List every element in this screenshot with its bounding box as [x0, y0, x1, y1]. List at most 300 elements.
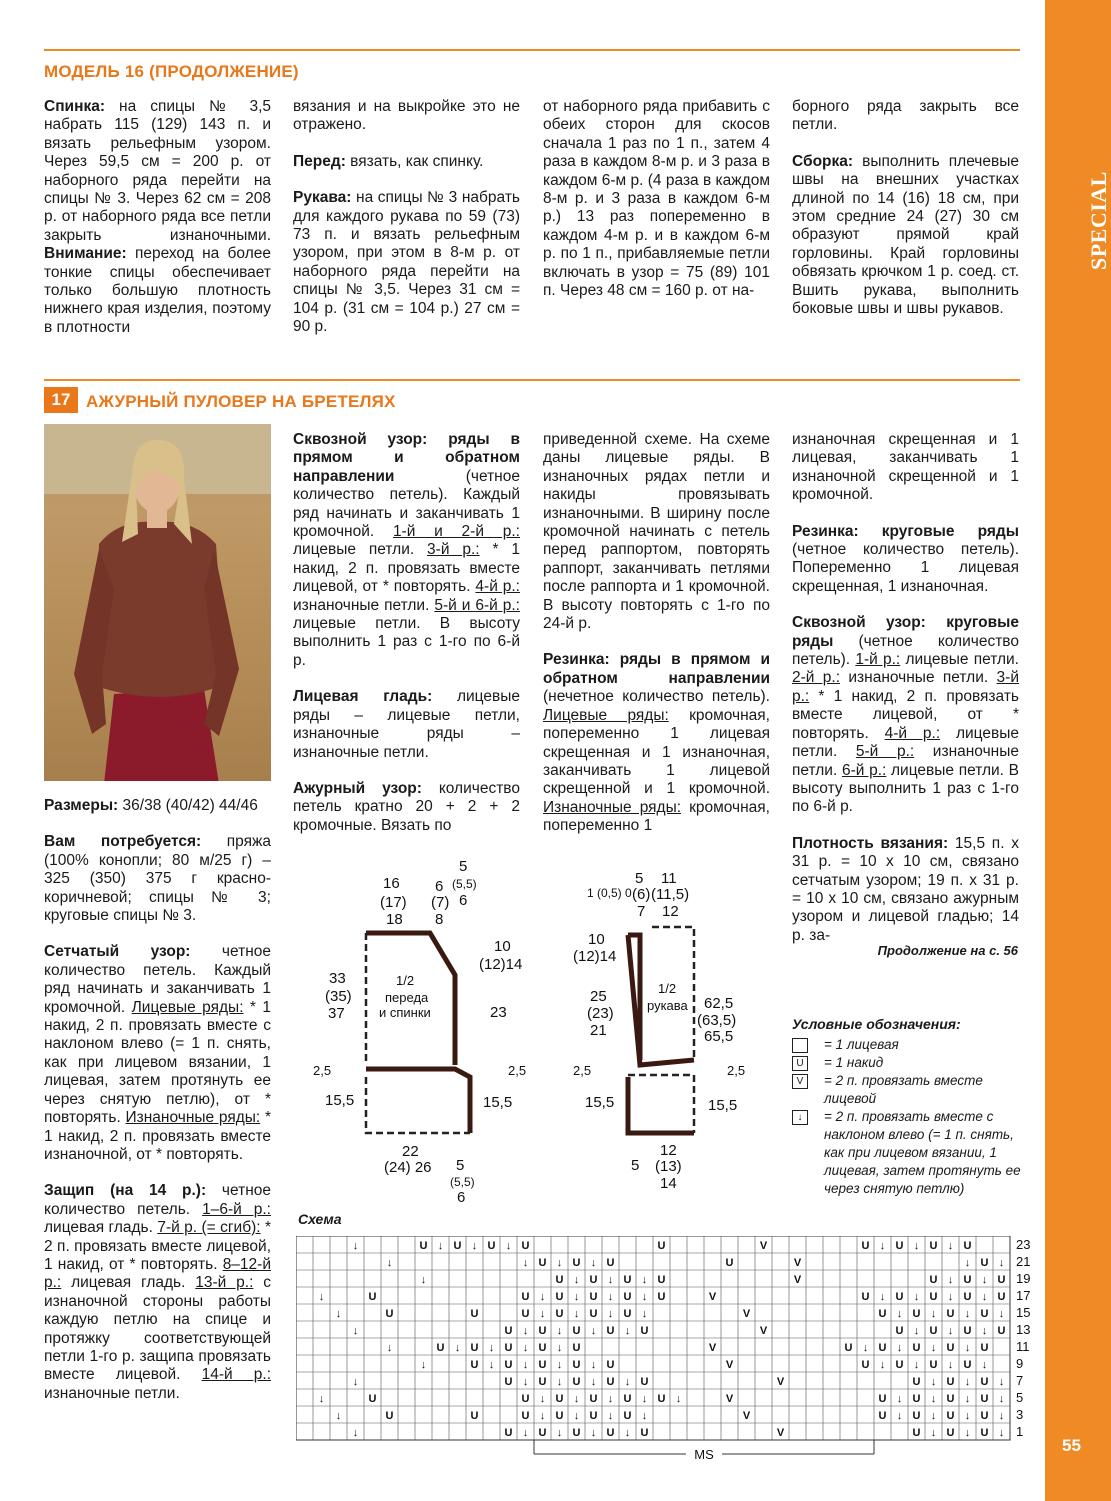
chart-stitch: U — [521, 1291, 530, 1303]
chart-stitch: ↓ — [556, 1325, 563, 1337]
chart-stitch: ↓ — [556, 1427, 563, 1439]
chart-stitch: ↓ — [964, 1393, 971, 1405]
chart-stitch: U — [878, 1410, 887, 1422]
chart-stitch: ↓ — [930, 1427, 937, 1439]
svg-text:15,5: 15,5 — [585, 1094, 615, 1111]
chart-stitch: ↓ — [573, 1274, 580, 1286]
legend-item: ↓ = 2 п. провязать вместе с наклоном влево (= 1 п. снять, как при лицевом вязании, 1 лицевая, затем протянуть ее через снятую петлю) — [792, 1108, 1022, 1198]
chart-stitch: U — [555, 1274, 564, 1286]
chart-stitch: ↓ — [964, 1427, 971, 1439]
chart-stitch: U — [912, 1410, 921, 1422]
chart-stitch: V — [759, 1325, 768, 1337]
chart-stitch: U — [470, 1359, 479, 1371]
svg-text:(63,5): (63,5) — [697, 1012, 737, 1029]
chart-stitch: U — [929, 1240, 938, 1252]
chart-stitch: U — [470, 1308, 479, 1320]
chart-stitch: U — [385, 1410, 394, 1422]
chart-stitch: U — [963, 1274, 972, 1286]
chart-stitch: ↓ — [964, 1342, 971, 1354]
text-col-16-3: от наборного ряда прибавить с обеих сторон для скосов сначала 1 раз по 1 п., затем 4 раза в каждом 8-м р. и 3 раза в каждом 6-м р. (4 раза в каждом 8-м р. и 3 раза в каждом 6-м р.) 13 раз попеременно в каждом 4-м р. и в каждом 6-м р. по 1 п., прибавляемые петли включать в узор = 75 (89) 101 п. Через 48 см = 160 р. от на- — [543, 98, 770, 300]
page-number: 55 — [1062, 1436, 1081, 1455]
chart-stitch: ↓ — [641, 1393, 648, 1405]
section-16-title: МОДЕЛЬ 16 (ПРОДОЛЖЕНИЕ) — [44, 62, 299, 81]
chart-stitch: ↓ — [522, 1342, 529, 1354]
chart-stitch: U — [504, 1359, 513, 1371]
chart-row-number: 5 — [1016, 1390, 1024, 1405]
chart-stitch: V — [793, 1274, 802, 1286]
chart-stitch: U — [980, 1427, 989, 1439]
chart-stitch: ↓ — [879, 1291, 886, 1303]
chart-stitch: U — [929, 1325, 938, 1337]
svg-text:15,5: 15,5 — [325, 1092, 355, 1109]
chart-stitch: U — [844, 1342, 853, 1354]
chart-stitch: ↓ — [488, 1342, 495, 1354]
chart-stitch: U — [504, 1325, 513, 1337]
svg-text:62,5: 62,5 — [704, 995, 734, 1012]
chart-stitch: ↓ — [607, 1274, 614, 1286]
chart-row-number: 7 — [1016, 1373, 1024, 1388]
chart-stitch: U — [997, 1291, 1006, 1303]
svg-text:1 (0,5) 0: 1 (0,5) 0 — [587, 886, 632, 900]
chart-stitch: ↓ — [505, 1240, 512, 1252]
chart-stitch: V — [793, 1257, 802, 1269]
chart-stitch: U — [572, 1257, 581, 1269]
chart-stitch: U — [589, 1308, 598, 1320]
chart-stitch: ↓ — [913, 1359, 920, 1371]
chart-stitch: ↓ — [913, 1325, 920, 1337]
chart-stitch: U — [504, 1376, 513, 1388]
chart-stitch: ↓ — [624, 1427, 631, 1439]
svg-text:11: 11 — [661, 870, 677, 887]
chart-stitch: ↓ — [998, 1308, 1005, 1320]
legend-title: Условные обозначения: — [792, 1016, 961, 1032]
chart-stitch: U — [912, 1308, 921, 1320]
chart-stitch: U — [521, 1308, 530, 1320]
svg-text:(6): (6) — [632, 886, 651, 903]
svg-text:1/2: 1/2 — [658, 981, 677, 996]
chart-stitch: U — [963, 1240, 972, 1252]
chart-stitch: ↓ — [964, 1376, 971, 1388]
chart-stitch: U — [555, 1410, 564, 1422]
chart-stitch: U — [555, 1291, 564, 1303]
svg-text:5: 5 — [631, 1157, 640, 1174]
svg-text:33: 33 — [329, 970, 346, 987]
chart-stitch: U — [946, 1308, 955, 1320]
svg-text:(12)14: (12)14 — [573, 948, 617, 965]
chart-stitch: ↓ — [998, 1410, 1005, 1422]
text-col-17-1: Размеры: 36/38 (40/42) 44/46 Вам потребуется: пряжа (100% конопли; 80 м/25 г) – 325 (350) 375 г красно-коричневой; спицы № 3; круговые спицы № 3. Сетчатый узор: четное количество петель. Каждый ряд начинать и заканчивать 1 кромочной. Лицевые ряды: * 1 накид, 2 п. провязать вместе с наклоном влево (= 1 п. снять, как при лицевом вязании, 1 лицевая, затем протянуть ее через снятую петлю), от * повторять. Изнаночные ряды: * 1 накид, 2 п. провязать вместе изнаночной, от * повторять. Защип (на 14 р.): четное количество петель. 1–6-й р.: лицевая гладь. 7-й р. (= сгиб): * 2 п. провязать вместе лицевой, 1 накид, от * повторять. 8–12-й р.: лицевая гладь. 13-й р.: с изнаночной стороны работы каждую петлю на спице и протяжку соответствующей петли 1-го р. защипа провязать вместе лицевой. 14-й р.: изнаночные петли. — [44, 797, 272, 1402]
chart-stitch: ↓ — [590, 1376, 597, 1388]
svg-text:14: 14 — [660, 1175, 677, 1192]
chart-stitch: U — [538, 1359, 547, 1371]
svg-text:2,5: 2,5 — [313, 1063, 332, 1078]
model-photo-illustration — [44, 424, 271, 781]
chart-stitch: ↓ — [471, 1240, 478, 1252]
chart-stitch: ↓ — [335, 1308, 342, 1320]
chart-stitch: U — [912, 1427, 921, 1439]
yarn-over-symbol-icon: U — [792, 1056, 808, 1071]
chart-stitch: ↓ — [386, 1342, 393, 1354]
svg-text:рукава: рукава — [647, 998, 688, 1013]
svg-text:и спинки: и спинки — [379, 1005, 431, 1020]
chart-stitch: U — [946, 1393, 955, 1405]
chart-row-number: 1 — [1016, 1424, 1024, 1439]
svg-text:5: 5 — [456, 1157, 465, 1174]
chart-stitch: U — [436, 1342, 445, 1354]
chart-stitch: U — [657, 1291, 666, 1303]
chart-stitch: U — [861, 1240, 870, 1252]
section-17-title: АЖУРНЫЙ ПУЛОВЕР НА БРЕТЕЛЯХ — [86, 392, 396, 411]
chart-stitch: U — [963, 1359, 972, 1371]
chart-stitch: U — [589, 1393, 598, 1405]
chart-stitch: ↓ — [675, 1393, 682, 1405]
chart-stitch: U — [623, 1393, 632, 1405]
svg-text:12: 12 — [662, 903, 679, 920]
chart-stitch: V — [742, 1308, 751, 1320]
chart-stitch: ↓ — [981, 1325, 988, 1337]
chart-stitch: V — [725, 1393, 734, 1405]
chart-stitch: ↓ — [522, 1257, 529, 1269]
svg-text:(7): (7) — [431, 894, 450, 911]
chart-stitch: U — [589, 1291, 598, 1303]
chart-stitch: ↓ — [556, 1257, 563, 1269]
svg-text:7: 7 — [637, 903, 646, 920]
chart-stitch: ↓ — [539, 1291, 546, 1303]
svg-text:25: 25 — [590, 988, 607, 1005]
chart-stitch: ↓ — [981, 1359, 988, 1371]
chart-stitch: U — [980, 1393, 989, 1405]
chart-stitch: ↓ — [556, 1376, 563, 1388]
body-width-label: 16 — [383, 875, 400, 892]
chart-row-number: 21 — [1016, 1254, 1031, 1269]
chart-stitch: ↓ — [352, 1376, 359, 1388]
svg-text:6: 6 — [459, 892, 468, 909]
chart-stitch: U — [657, 1393, 666, 1405]
chart-stitch: U — [470, 1410, 479, 1422]
schema-title: Схема — [298, 1211, 342, 1227]
chart-stitch: ↓ — [947, 1359, 954, 1371]
chart-stitch: ↓ — [641, 1291, 648, 1303]
chart-stitch: ↓ — [964, 1410, 971, 1422]
svg-text:(24) 26: (24) 26 — [384, 1159, 432, 1176]
knit-symbol-icon — [792, 1038, 808, 1053]
chart-stitch: U — [385, 1308, 394, 1320]
section-rule — [44, 379, 1020, 381]
chart-stitch: ↓ — [318, 1291, 325, 1303]
chart-stitch: U — [589, 1274, 598, 1286]
chart-stitch: U — [946, 1427, 955, 1439]
chart-stitch: V — [759, 1240, 768, 1252]
chart-stitch: V — [725, 1359, 734, 1371]
chart-stitch: U — [963, 1325, 972, 1337]
chart-stitch: U — [929, 1274, 938, 1286]
chart-stitch: ↓ — [590, 1325, 597, 1337]
chart-stitch: U — [538, 1325, 547, 1337]
chart-stitch: ↓ — [607, 1393, 614, 1405]
chart-stitch: U — [861, 1291, 870, 1303]
chart-stitch: ↓ — [981, 1274, 988, 1286]
svg-text:5: 5 — [635, 870, 644, 887]
chart-stitch: U — [606, 1359, 615, 1371]
chart-stitch: U — [538, 1257, 547, 1269]
svg-text:15,5: 15,5 — [708, 1097, 738, 1114]
model-photo — [44, 424, 271, 781]
chart-stitch: V — [708, 1291, 717, 1303]
chart-stitch: ↓ — [488, 1359, 495, 1371]
chart-stitch: ↓ — [539, 1393, 546, 1405]
chart-stitch: U — [419, 1240, 428, 1252]
chart-stitch: ↓ — [522, 1325, 529, 1337]
chart-stitch: ↓ — [437, 1240, 444, 1252]
text-col-16-1: Спинка: на спицы № 3,5 набрать 115 (129) 143 п. и вязать рельефным узором. Через 59,5 см = 200 р. от наборного ряда перейти на спицы № 3. Через 62 см = 208 р. от наборного ряда все петли закрыть изнаночными. Внимание: переход на более тонкие спицы обеспечивает только большую плотность нижнего края изделия, поэтому в плотности — [44, 98, 271, 336]
chart-stitch: U — [946, 1410, 955, 1422]
chart-stitch: U — [929, 1291, 938, 1303]
chart-stitch: ↓ — [879, 1240, 886, 1252]
chart-stitch: U — [470, 1342, 479, 1354]
chart-stitch: U — [912, 1376, 921, 1388]
chart-stitch: U — [912, 1342, 921, 1354]
chart-stitch: U — [980, 1342, 989, 1354]
chart-stitch: ↓ — [454, 1342, 461, 1354]
svg-text:(13): (13) — [655, 1158, 682, 1175]
chart-stitch: U — [878, 1393, 887, 1405]
chart-stitch: U — [487, 1240, 496, 1252]
chart-stitch: ↓ — [607, 1291, 614, 1303]
chart-stitch: ↓ — [573, 1291, 580, 1303]
chart-stitch: U — [980, 1308, 989, 1320]
chart-row-number: 13 — [1016, 1322, 1031, 1337]
chart-stitch: ↓ — [947, 1274, 954, 1286]
chart-row-number: 9 — [1016, 1356, 1024, 1371]
chart-stitch: U — [929, 1359, 938, 1371]
chart-stitch: V — [742, 1410, 751, 1422]
chart-stitch: U — [606, 1427, 615, 1439]
svg-text:18: 18 — [386, 911, 403, 928]
chart-stitch: ↓ — [913, 1291, 920, 1303]
chart-stitch: ↓ — [998, 1257, 1005, 1269]
chart-stitch: ↓ — [386, 1257, 393, 1269]
chart-stitch: U — [861, 1359, 870, 1371]
chart-stitch: ↓ — [947, 1240, 954, 1252]
chart-stitch: V — [776, 1376, 785, 1388]
chart-stitch: ↓ — [522, 1376, 529, 1388]
chart-stitch: ↓ — [522, 1359, 529, 1371]
chart-stitch: U — [895, 1240, 904, 1252]
chart-stitch: U — [997, 1274, 1006, 1286]
chart-stitch: U — [521, 1393, 530, 1405]
chart-stitch: U — [521, 1410, 530, 1422]
chart-stitch: ↓ — [896, 1410, 903, 1422]
chart-stitch: U — [572, 1342, 581, 1354]
chart-stitch: U — [623, 1410, 632, 1422]
svg-text:(12)14: (12)14 — [479, 956, 523, 973]
chart-stitch: ↓ — [964, 1257, 971, 1269]
chart-stitch: ↓ — [352, 1325, 359, 1337]
chart-stitch: ↓ — [573, 1393, 580, 1405]
ssk-symbol-icon: ↓ — [792, 1110, 808, 1125]
text-col-17-3: приведенной схеме. На схеме даны лицевые ряды. В изнаночных рядах петли и накиды провязывать изнаночными. В ширину после кромочной начинать с петель перед раппортом, повторять раппорт, заканчивать петлями после раппорта и 1 кромочной. В высоту повторять с 1-го по 24-й р. Резинка: ряды в прямом и обратном направлении (нечетное количество петель). Лицевые ряды: кромочная, попеременно 1 лицевая скрещенная и 1 изнаночная, заканчивать 1 лицевой скрещенной и 1 кромочной. Изнаночные ряды: кромочная, попеременно 1 — [543, 431, 770, 835]
chart-stitch: ↓ — [573, 1410, 580, 1422]
chart-stitch: U — [878, 1308, 887, 1320]
chart-stitch: ↓ — [420, 1274, 427, 1286]
chart-stitch: ↓ — [590, 1257, 597, 1269]
chart-stitch: ↓ — [522, 1427, 529, 1439]
chart-stitch: ↓ — [539, 1308, 546, 1320]
chart-stitch: U — [623, 1291, 632, 1303]
chart-row-number: 23 — [1016, 1237, 1031, 1252]
svg-text:(17): (17) — [380, 894, 407, 911]
chart-stitch: ↓ — [930, 1376, 937, 1388]
chart-stitch: U — [606, 1325, 615, 1337]
svg-text:37: 37 — [328, 1005, 345, 1022]
chart-stitch: ↓ — [913, 1240, 920, 1252]
chart-stitch: ↓ — [352, 1240, 359, 1252]
chart-stitch: U — [657, 1274, 666, 1286]
svg-text:6: 6 — [435, 878, 444, 895]
chart-stitch: ↓ — [590, 1359, 597, 1371]
chart-stitch: U — [606, 1376, 615, 1388]
chart-stitch: ↓ — [862, 1342, 869, 1354]
chart-stitch: U — [453, 1240, 462, 1252]
svg-text:2,5: 2,5 — [573, 1063, 592, 1078]
svg-text:(11,5): (11,5) — [651, 886, 690, 903]
chart-row-number: 3 — [1016, 1407, 1024, 1422]
chart-stitch: U — [878, 1342, 887, 1354]
svg-text:21: 21 — [590, 1022, 607, 1039]
chart-stitch: ↓ — [539, 1410, 546, 1422]
chart-stitch: ↓ — [641, 1308, 648, 1320]
text-col-16-2: вязания и на выкройке это не отражено. Перед: вязать, как спинку. Рукава: на спицы № 3 набрать для каждого рукава по 59 (73) 73 п. и вязать рельефным узором, при этом в 8-м р. от наборного ряда перейти на спицы № 3,5. Через 31 см = 104 р. (31 см = 104 р.) 27 см = 90 р. — [293, 98, 520, 336]
chart-stitch: ↓ — [624, 1325, 631, 1337]
chart-stitch: ↓ — [981, 1291, 988, 1303]
chart-stitch: U — [555, 1308, 564, 1320]
chart-stitch: U — [963, 1291, 972, 1303]
svg-text:(35): (35) — [325, 988, 352, 1005]
legend — [792, 1036, 1022, 1198]
legend-item: = 1 лицевая — [792, 1036, 1022, 1054]
svg-text:2,5: 2,5 — [508, 1063, 527, 1078]
chart-stitch: ↓ — [964, 1308, 971, 1320]
chart-stitch: ↓ — [556, 1359, 563, 1371]
chart-stitch: U — [895, 1291, 904, 1303]
chart-stitch: ↓ — [420, 1359, 427, 1371]
chart-stitch: U — [572, 1359, 581, 1371]
chart-stitch: U — [538, 1342, 547, 1354]
chart-stitch: ↓ — [352, 1427, 359, 1439]
pattern-schematic — [290, 855, 790, 1205]
k2tog-symbol-icon: V — [792, 1074, 808, 1089]
chart-stitch: U — [657, 1240, 666, 1252]
chart-stitch: ↓ — [930, 1308, 937, 1320]
chart-stitch: U — [368, 1291, 377, 1303]
svg-text:10: 10 — [588, 931, 605, 948]
chart-stitch: U — [538, 1376, 547, 1388]
chart-row-number: 11 — [1016, 1339, 1030, 1354]
svg-text:65,5: 65,5 — [704, 1028, 734, 1045]
chart-stitch: U — [368, 1393, 377, 1405]
chart-stitch: ↓ — [318, 1393, 325, 1405]
chart-stitch: ↓ — [947, 1325, 954, 1337]
chart-stitch: U — [538, 1427, 547, 1439]
chart-stitch: U — [895, 1325, 904, 1337]
chart-stitch: U — [640, 1325, 649, 1337]
text-col-16-4: борного ряда закрыть все петли. Сборка: выполнить плечевые швы на внешних участках длиной по 14 (16) 18 см, при этом средние 24 (27) 30 см образуют прямой край горловины. Край горловины обвязать крючком 1 р. соед. ст. Вшить рукава, выполнить боковые швы и швы рукавов. — [792, 98, 1019, 318]
chart-stitch: ↓ — [624, 1376, 631, 1388]
chart-stitch: U — [555, 1393, 564, 1405]
chart-stitch: U — [640, 1376, 649, 1388]
chart-stitch: V — [708, 1342, 717, 1354]
repeat-label: MS — [694, 1447, 714, 1462]
chart-stitch: ↓ — [947, 1291, 954, 1303]
chart-row-number: 15 — [1016, 1305, 1031, 1320]
svg-text:22: 22 — [402, 1143, 419, 1160]
body-label: 1/2 — [396, 973, 415, 988]
chart-stitch: U — [946, 1376, 955, 1388]
chart-stitch: ↓ — [896, 1342, 903, 1354]
chart-stitch: U — [589, 1410, 598, 1422]
chart-row-number: 17 — [1016, 1288, 1031, 1303]
chart-stitch: U — [623, 1274, 632, 1286]
chart-stitch: U — [606, 1257, 615, 1269]
chart-stitch: U — [504, 1427, 513, 1439]
chart-stitch: ↓ — [879, 1359, 886, 1371]
svg-text:12: 12 — [660, 1142, 677, 1159]
section-17-number: 17 — [44, 387, 78, 413]
chart-stitch: U — [725, 1257, 734, 1269]
chart-stitch: U — [572, 1376, 581, 1388]
chart-stitch: ↓ — [573, 1308, 580, 1320]
chart-stitch: U — [912, 1393, 921, 1405]
chart-stitch: ↓ — [641, 1410, 648, 1422]
chart-stitch: ↓ — [335, 1410, 342, 1422]
chart-stitch: ↓ — [998, 1376, 1005, 1388]
chart-stitch: ↓ — [930, 1342, 937, 1354]
svg-text:переда: переда — [385, 990, 429, 1005]
legend-item: U = 1 накид — [792, 1054, 1022, 1072]
chart-stitch: U — [572, 1427, 581, 1439]
text-col-17-2: Сквозной узор: ряды в прямом и обратном направлении (четное количество петель). Каждый ряд начинать и заканчивать 1 кромочной. 1-й и 2-й р.: лицевые петли. 3-й р.: * 1 накид, 2 п. провязать вместе лицевой, от * повторять. 4-й р.: изнаночные петли. 5-й и 6-й р.: лицевые петли. В высоту выполнить 1 раз с 1-го по 6-й р. Лицевая гладь: лицевые ряды – лицевые петли, изнаночные ряды – изнаночные петли. Ажурный узор: количество петель кратно 20 + 2 + 2 кромочные. Вязать по — [293, 431, 521, 834]
chart-row-number: 19 — [1016, 1271, 1031, 1286]
chart-stitch: ↓ — [590, 1427, 597, 1439]
chart-stitch: U — [521, 1240, 530, 1252]
chart-stitch: U — [980, 1410, 989, 1422]
chart-stitch: ↓ — [896, 1308, 903, 1320]
svg-text:2,5: 2,5 — [727, 1063, 746, 1078]
svg-text:23: 23 — [490, 1004, 507, 1021]
chart-stitch: ↓ — [998, 1393, 1005, 1405]
svg-text:(23): (23) — [587, 1005, 614, 1022]
text-col-17-4: изнаночная скрещенная и 1 лицевая, заканчивать 1 изнаночной скрещенной и 1 кромочной. Резинка: круговые ряды (четное количество петель). Попеременно 1 лицевая скрещенная, 1 изнаночная. Сквозной узор: круговые ряды (четное количество петель). 1-й р.: лицевые петли. 2-й р.: изнаночные петли. 3-й р.: * 1 накид, 2 п. провязать вместе лицевой, от * повторять. 4-й р.: лицевые петли. 5-й р.: изнаночные петли. 6-й р.: лицевые петли. В высоту выполнить 1 раз с 1-го по 6-й р. Плотность вязания: 15,5 п. х 31 р. = 10 х 10 см, связано сетчатым узором; 19 п. х 31 р. = 10 х 10 см, связано ажурным узором и лицевой гладью; 14 р. за- — [792, 431, 1019, 944]
svg-text:5: 5 — [459, 858, 468, 875]
svg-text:8: 8 — [435, 911, 444, 928]
legend-item: V = 2 п. провязать вместе лицевой — [792, 1072, 1022, 1108]
chart-stitch: ↓ — [998, 1427, 1005, 1439]
chart-stitch: U — [980, 1257, 989, 1269]
svg-text:(5,5): (5,5) — [450, 1175, 475, 1189]
chart-stitch: ↓ — [930, 1410, 937, 1422]
continued-note: Продолжение на с. 56 — [877, 943, 1018, 958]
chart-stitch: ↓ — [641, 1274, 648, 1286]
chart-stitch: ↓ — [607, 1410, 614, 1422]
chart-stitch: ↓ — [607, 1308, 614, 1320]
chart-stitch: U — [623, 1308, 632, 1320]
chart-stitch: U — [572, 1325, 581, 1337]
chart-stitch: U — [997, 1325, 1006, 1337]
svg-text:10: 10 — [494, 938, 511, 955]
svg-text:(5,5): (5,5) — [452, 877, 477, 891]
chart-stitch: U — [504, 1342, 513, 1354]
chart-stitch: U — [980, 1376, 989, 1388]
